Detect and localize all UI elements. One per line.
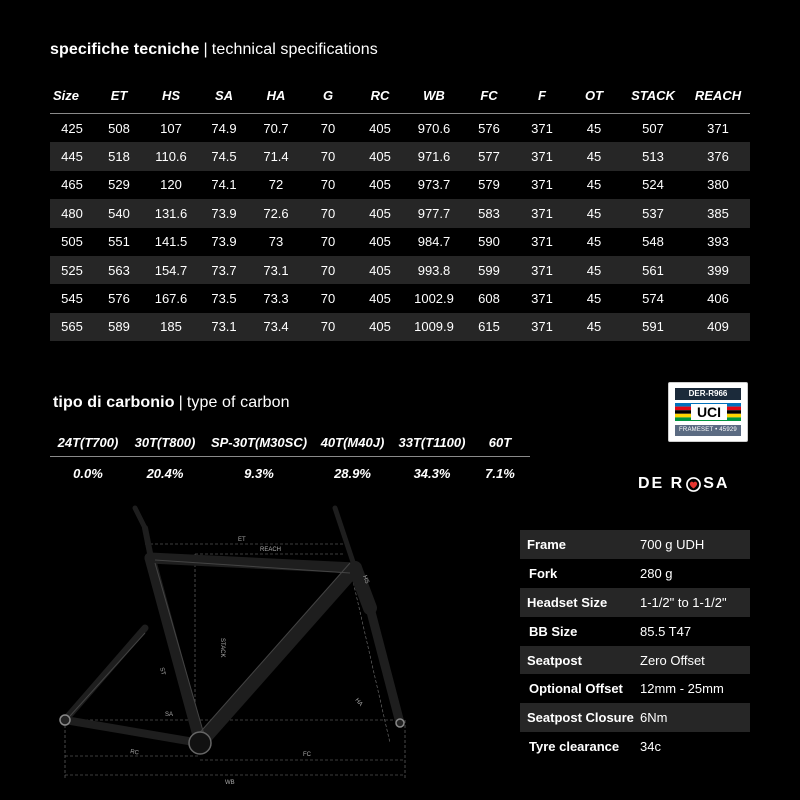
geometry-cell: 405 — [354, 142, 406, 170]
geometry-cell: 405 — [354, 256, 406, 284]
carbon-heading — [53, 394, 290, 412]
spec-label: Seatpost — [527, 652, 582, 668]
geometry-cell: 371 — [516, 199, 568, 227]
geometry-column-header: HS — [144, 78, 198, 114]
geometry-heading-light: technical specifications — [211, 41, 378, 58]
de-rosa-logo-part1: DE R — [638, 475, 685, 492]
carbon-type: 30T(T800) — [134, 434, 196, 450]
geometry-cell: 376 — [686, 142, 750, 170]
carbon-percentages-row — [50, 462, 530, 484]
label-fc: FC — [303, 752, 311, 758]
geometry-cell: 971.6 — [406, 142, 462, 170]
geometry-cell: 973.7 — [406, 171, 462, 199]
geometry-column-header: STACK — [620, 78, 686, 114]
geometry-cell: 977.7 — [406, 199, 462, 227]
geometry-cell: 371 — [516, 228, 568, 256]
geometry-cell: 72 — [250, 171, 302, 199]
geometry-cell: 141.5 — [144, 228, 198, 256]
spec-value: 85.5 T47 — [640, 623, 692, 639]
geometry-cell: 45 — [568, 313, 620, 341]
geometry-cell: 73.9 — [198, 199, 250, 227]
carbon-type: 24T(T700) — [57, 434, 119, 450]
geometry-cell: 405 — [354, 313, 406, 341]
spec-label: Tyre clearance — [529, 739, 620, 755]
geometry-heading — [50, 41, 378, 59]
carbon-heading-separator: | — [178, 394, 183, 411]
geometry-cell: 70 — [302, 313, 354, 341]
geometry-cell: 574 — [620, 284, 686, 312]
uci-code: DER-R966 — [675, 388, 741, 400]
geometry-cell: 73.1 — [250, 256, 302, 284]
carbon-types-row — [50, 428, 530, 456]
geometry-column-header: OT — [568, 78, 620, 114]
spec-value: 280 g — [640, 565, 673, 581]
geometry-cell: 525 — [50, 256, 94, 284]
spec-row — [520, 674, 750, 703]
uci-frameset-number: FRAMESET • 45929 — [675, 425, 741, 436]
geometry-cell: 445 — [50, 142, 94, 170]
carbon-heading-bold: tipo di carbonio — [53, 394, 175, 411]
spec-row — [520, 530, 750, 559]
geometry-column-header: ET — [94, 78, 144, 114]
specs-table — [520, 530, 750, 761]
geometry-table-row — [50, 142, 750, 170]
geometry-cell: 45 — [568, 228, 620, 256]
de-rosa-logo — [638, 474, 729, 494]
carbon-type: SP-30T(M30SC) — [210, 434, 308, 450]
geometry-cell: 45 — [568, 199, 620, 227]
geometry-cell: 984.7 — [406, 228, 462, 256]
spec-value: 700 g UDH — [640, 536, 705, 552]
geometry-column-header: G — [302, 78, 354, 114]
label-hs: HS — [361, 574, 370, 585]
rear-dropout — [60, 715, 70, 725]
geometry-cell: 45 — [568, 284, 620, 312]
spec-label: Optional Offset — [529, 681, 623, 697]
label-ha: HA — [353, 697, 364, 708]
label-wb: WB — [225, 780, 235, 786]
geometry-cell: 524 — [620, 171, 686, 199]
spec-label: Seatpost Closure — [527, 710, 634, 726]
geometry-cell: 45 — [568, 171, 620, 199]
label-sa: SA — [165, 712, 174, 718]
geometry-cell: 110.6 — [144, 142, 198, 170]
geometry-cell: 371 — [516, 313, 568, 341]
label-stack: STACK — [219, 638, 225, 658]
geometry-cell: 107 — [144, 114, 198, 143]
geometry-cell: 185 — [144, 313, 198, 341]
geometry-cell: 507 — [620, 114, 686, 143]
geometry-table-row — [50, 199, 750, 227]
geometry-cell: 405 — [354, 228, 406, 256]
geometry-column-header: Size — [50, 78, 94, 114]
geometry-table-body — [50, 114, 750, 342]
geometry-cell: 529 — [94, 171, 144, 199]
geometry-cell: 540 — [94, 199, 144, 227]
carbon-type: 40T(M40J) — [320, 434, 385, 450]
geometry-cell: 465 — [50, 171, 94, 199]
geometry-cell: 73.9 — [198, 228, 250, 256]
geometry-cell: 74.1 — [198, 171, 250, 199]
geometry-cell: 591 — [620, 313, 686, 341]
geometry-heading-separator: | — [203, 41, 208, 58]
geometry-cell: 74.5 — [198, 142, 250, 170]
heart-icon — [686, 477, 701, 492]
geometry-cell: 508 — [94, 114, 144, 143]
geometry-cell: 371 — [516, 284, 568, 312]
fork-dropout — [396, 719, 404, 727]
spec-row — [520, 646, 750, 675]
carbon-type: 33T(T1100) — [398, 434, 466, 450]
geometry-cell: 70.7 — [250, 114, 302, 143]
geometry-cell: 406 — [686, 284, 750, 312]
bottom-bracket — [189, 732, 211, 754]
carbon-percentage: 7.1% — [485, 465, 515, 481]
carbon-divider — [50, 456, 530, 457]
geometry-cell: 565 — [50, 313, 94, 341]
geometry-column-header: RC — [354, 78, 406, 114]
geometry-cell: 405 — [354, 199, 406, 227]
carbon-percentage: 28.9% — [334, 465, 371, 481]
geometry-table-row — [50, 171, 750, 199]
geometry-cell: 409 — [686, 313, 750, 341]
frame-geometry-drawing — [45, 498, 420, 793]
spec-value: 12mm - 25mm — [640, 681, 724, 697]
geometry-table-row — [50, 284, 750, 312]
spec-row — [520, 732, 750, 761]
geometry-table-row — [50, 114, 750, 143]
geometry-cell: 480 — [50, 199, 94, 227]
geometry-cell: 505 — [50, 228, 94, 256]
geometry-cell: 399 — [686, 256, 750, 284]
geometry-cell: 393 — [686, 228, 750, 256]
geometry-cell: 576 — [94, 284, 144, 312]
geometry-cell: 608 — [462, 284, 516, 312]
geometry-heading-bold: specifiche tecniche — [50, 41, 200, 58]
label-st: ST — [158, 666, 166, 676]
label-et: ET — [238, 537, 246, 543]
spec-value: 34c — [640, 739, 661, 755]
carbon-type: 60T — [488, 434, 512, 450]
geometry-cell: 615 — [462, 313, 516, 341]
spec-label: Fork — [529, 565, 558, 581]
geometry-cell: 577 — [462, 142, 516, 170]
geometry-cell: 425 — [50, 114, 94, 143]
geometry-column-header: F — [516, 78, 568, 114]
geometry-cell: 70 — [302, 171, 354, 199]
geometry-cell: 563 — [94, 256, 144, 284]
geometry-cell: 131.6 — [144, 199, 198, 227]
geometry-cell: 583 — [462, 199, 516, 227]
geometry-cell: 1002.9 — [406, 284, 462, 312]
carbon-percentage: 34.3% — [413, 465, 451, 481]
geometry-cell: 167.6 — [144, 284, 198, 312]
spec-label: Frame — [527, 536, 567, 552]
geometry-cell: 590 — [462, 228, 516, 256]
geometry-cell: 73 — [250, 228, 302, 256]
geometry-cell: 154.7 — [144, 256, 198, 284]
geometry-cell: 70 — [302, 114, 354, 143]
geometry-cell: 70 — [302, 284, 354, 312]
spec-value: 6Nm — [640, 710, 668, 726]
geometry-cell: 518 — [94, 142, 144, 170]
geometry-cell: 371 — [516, 171, 568, 199]
geometry-table-row — [50, 313, 750, 341]
geometry-cell: 380 — [686, 171, 750, 199]
geometry-cell: 73.5 — [198, 284, 250, 312]
geometry-table-row — [50, 228, 750, 256]
geometry-cell: 45 — [568, 114, 620, 143]
frame-tubes — [65, 508, 400, 743]
carbon-percentage: 20.4% — [146, 465, 184, 481]
geometry-cell: 371 — [516, 142, 568, 170]
geometry-cell: 1009.9 — [406, 313, 462, 341]
geometry-cell: 551 — [94, 228, 144, 256]
carbon-percentage: 9.3% — [244, 465, 274, 481]
geometry-column-header: HA — [250, 78, 302, 114]
geometry-cell: 993.8 — [406, 256, 462, 284]
geometry-cell: 70 — [302, 142, 354, 170]
geometry-cell: 537 — [620, 199, 686, 227]
geometry-cell: 561 — [620, 256, 686, 284]
geometry-cell: 579 — [462, 171, 516, 199]
carbon-percentage: 0.0% — [73, 465, 103, 481]
geometry-cell: 405 — [354, 171, 406, 199]
geometry-cell: 385 — [686, 199, 750, 227]
geometry-column-header: SA — [198, 78, 250, 114]
geometry-cell: 45 — [568, 256, 620, 284]
geometry-table-row — [50, 256, 750, 284]
spec-label: Headset Size — [527, 594, 608, 610]
geometry-cell: 405 — [354, 114, 406, 143]
geometry-cell: 548 — [620, 228, 686, 256]
frame-outline — [70, 560, 350, 738]
geometry-cell: 371 — [516, 114, 568, 143]
spec-row — [520, 588, 750, 617]
geometry-cell: 576 — [462, 114, 516, 143]
spec-row — [520, 617, 750, 646]
geometry-table — [50, 78, 750, 341]
geometry-cell: 120 — [144, 171, 198, 199]
spec-value: Zero Offset — [640, 652, 705, 668]
geometry-column-header: REACH — [686, 78, 750, 114]
uci-logo-text: UCI — [691, 404, 727, 420]
geometry-cell: 74.9 — [198, 114, 250, 143]
geometry-cell: 70 — [302, 256, 354, 284]
geometry-column-header: FC — [462, 78, 516, 114]
geometry-cell: 970.6 — [406, 114, 462, 143]
geometry-cell: 545 — [50, 284, 94, 312]
geometry-cell: 73.3 — [250, 284, 302, 312]
spec-value: 1-1/2" to 1-1/2" — [640, 594, 727, 610]
geometry-cell: 589 — [94, 313, 144, 341]
geometry-cell: 513 — [620, 142, 686, 170]
spec-label: BB Size — [529, 623, 578, 639]
uci-badge — [668, 382, 748, 442]
geometry-cell: 71.4 — [250, 142, 302, 170]
carbon-heading-light: type of carbon — [186, 394, 290, 411]
geometry-cell: 371 — [516, 256, 568, 284]
geometry-cell: 599 — [462, 256, 516, 284]
spec-row — [520, 559, 750, 588]
geometry-cell: 70 — [302, 228, 354, 256]
geometry-cell: 371 — [686, 114, 750, 143]
geometry-cell: 72.6 — [250, 199, 302, 227]
geometry-cell: 45 — [568, 142, 620, 170]
label-rc: RC — [129, 749, 140, 757]
geometry-cell: 405 — [354, 284, 406, 312]
de-rosa-logo-part2: SA — [703, 475, 730, 492]
geometry-cell: 73.4 — [250, 313, 302, 341]
label-reach: REACH — [260, 547, 282, 553]
geometry-column-header: WB — [406, 78, 462, 114]
geometry-cell: 70 — [302, 199, 354, 227]
geometry-cell: 73.1 — [198, 313, 250, 341]
spec-row — [520, 703, 750, 732]
geometry-header-row — [50, 78, 750, 114]
geometry-cell: 73.7 — [198, 256, 250, 284]
